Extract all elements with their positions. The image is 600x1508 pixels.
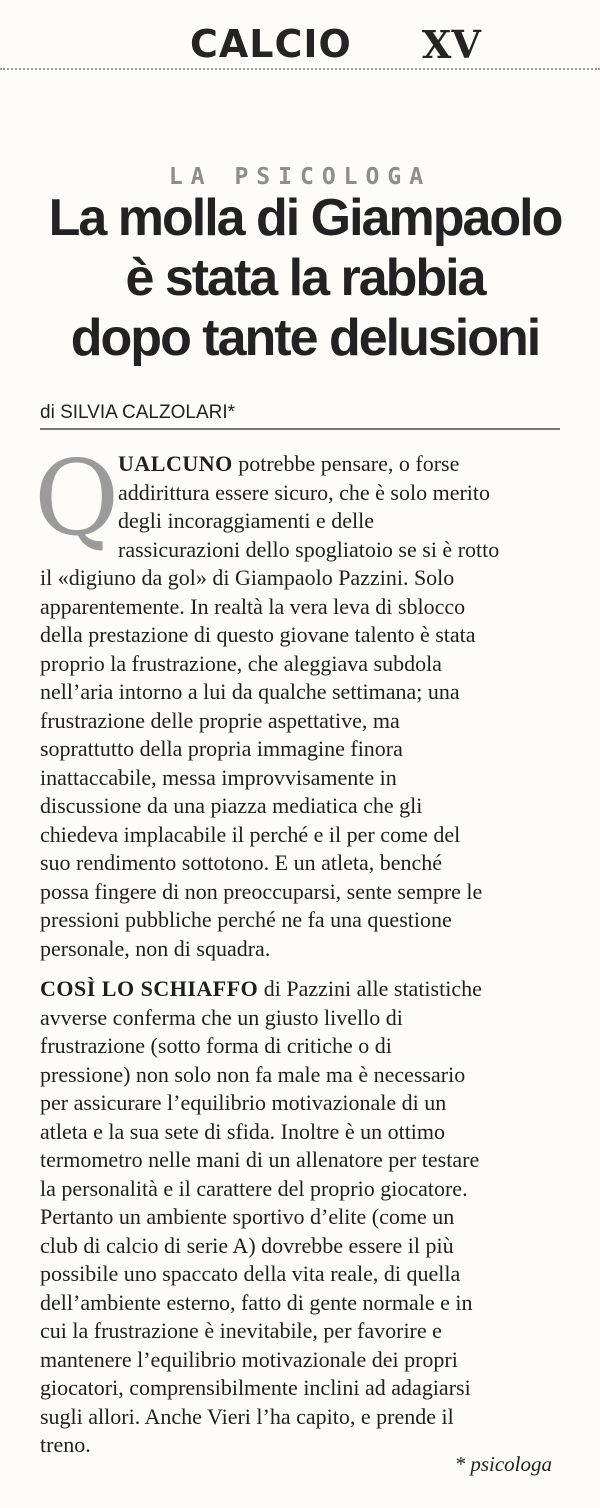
- text-line: treno.: [40, 1432, 91, 1457]
- text-line: frustrazione delle proprie aspettative, ma: [40, 707, 400, 733]
- page-header: [190, 22, 520, 66]
- headline-line: è stata la rabbia: [125, 249, 485, 307]
- text-line: inattaccabile, messa improvvisamente in: [40, 764, 397, 790]
- lead-in: UALCUNO: [118, 451, 233, 476]
- lead-in: COSÌ LO SCHIAFFO: [40, 976, 259, 1001]
- text-line: COSÌ LO SCHIAFFO di Pazzini alle statistiche: [40, 976, 482, 1001]
- text-line: rassicurazioni dello spogliatoio se si è rotto: [118, 536, 500, 562]
- text-line: giocatori, comprensibilmente inclini ad adagiarsi: [40, 1375, 471, 1400]
- text-line: frustrazione (sotto forma di critiche o di: [40, 1033, 392, 1058]
- text-line: pressioni pubbliche perché ne fa una questione: [40, 907, 452, 932]
- text-line: proprio la frustrazione, che aleggiava subdola: [40, 650, 442, 676]
- text-line: club di calcio di serie A) dovrebbe essere il più: [40, 1232, 454, 1258]
- text-line: la personalità e il carattere del proprio giocatore.: [40, 1175, 468, 1201]
- text-line: apparentemente. In realtà la vera leva di sblocco: [40, 593, 466, 619]
- text-line: addirittura essere sicuro, che è solo merito: [118, 479, 491, 505]
- headline-line: La molla di Giampaolo: [48, 189, 562, 247]
- drop-cap: Q: [34, 437, 120, 559]
- text-line: atleta e la sua sete di sfida. Inoltre è un ottimo: [40, 1118, 446, 1144]
- text-line: avverse conferma che un giusto livello di: [40, 1004, 403, 1030]
- text-line: il «digiuno da gol» di Giampaolo Pazzini. Solo: [40, 565, 455, 590]
- header-divider: [0, 68, 600, 74]
- page-number: XV: [421, 21, 481, 67]
- headline-line: dopo tante delusioni: [70, 309, 540, 367]
- text-line: cui la frustrazione è inevitabile, per favorire e: [40, 1318, 442, 1343]
- text-line: soprattutto della propria immagine finora: [40, 736, 403, 761]
- section-title: CALCIO: [190, 22, 352, 66]
- byline-divider: [40, 428, 560, 430]
- text-line: suo rendimento sottotono. E un atleta, benché: [40, 850, 443, 875]
- text-line: mantenere l’equilibrio motivazionale dei propri: [40, 1346, 458, 1372]
- paragraph-1: [40, 450, 560, 963]
- article-headline: [30, 188, 580, 368]
- text-line: nell’aria intorno a lui da qualche settimana; una: [40, 679, 460, 704]
- text-line: Pertanto un ambiente sportivo d’elite (come un: [40, 1204, 455, 1229]
- text-line: discussione da una piazza mediatica che gli: [40, 793, 423, 818]
- text-line: possa fingere di non preoccuparsi, sente sempre le: [40, 878, 483, 904]
- text-line: della prestazione di questo giovane talento è stata: [40, 622, 476, 647]
- paragraph-2: [40, 975, 560, 1460]
- byline: di SILVIA CALZOLARI*: [40, 402, 236, 423]
- text-line: personale, non di squadra.: [40, 935, 271, 961]
- text-line: UALCUNO potrebbe pensare, o forse: [118, 451, 460, 476]
- text-line: sugli allori. Anche Vieri l’ha capito, e prende il: [40, 1403, 454, 1429]
- text-line: dell’ambiente esterno, fatto di gente normale e in: [40, 1289, 473, 1315]
- author-note: * psicologa: [454, 1452, 552, 1476]
- text-line: possibile uno spaccato della vita reale, di quella: [40, 1261, 461, 1286]
- text-line: chiedeva implacabile il perché e il per come del: [40, 821, 461, 847]
- text-line: degli incoraggiamenti e delle: [118, 508, 374, 533]
- text-line: per assicurare l’equilibrio motivazionale di un: [40, 1090, 447, 1115]
- text-line: termometro nelle mani di un allenatore per testare: [40, 1147, 480, 1172]
- article-kicker: LA PSICOLOGA: [168, 164, 432, 190]
- text-line: pressione) non solo non fa male ma è necessario: [40, 1061, 466, 1087]
